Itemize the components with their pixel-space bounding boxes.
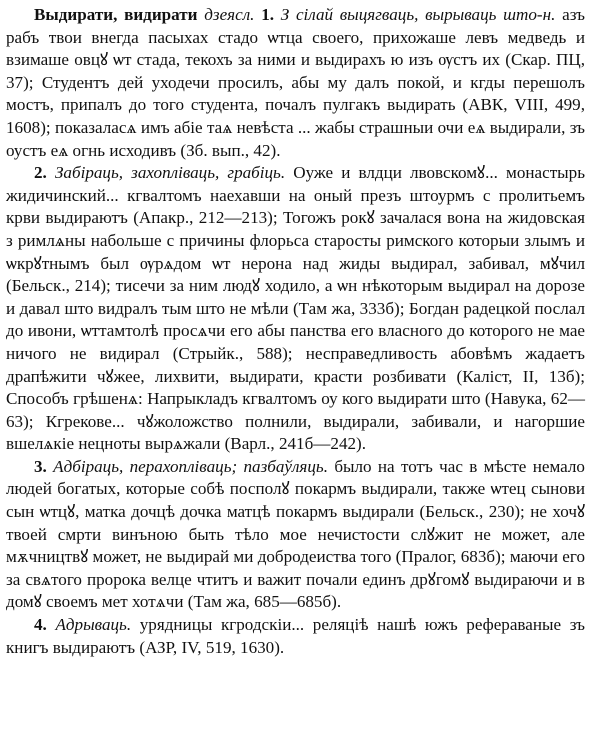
sense-text-4: урядницы кгродскіи... реляціѣ нашѣ южъ рефераваные зъ книгъ выдираютъ (АЗР, IV, 519, 1630). — [6, 615, 585, 657]
sense-gloss-3: Адбіраць, перахопліваць; пазбаўляць. — [53, 456, 328, 476]
sense-number-1: 1. — [261, 5, 275, 24]
sense-gloss-2: Забіраць, захопліваць, грабіць. — [54, 163, 286, 183]
sense-paragraph-4 — [6, 614, 585, 659]
sense-text-3: было на тотъ час в мѣсте немало людей богатых, которые собѣ посполꙋ покармъ выдирали, также ѡтец сынови сын ѡтцꙋ, матка дочцѣ дочка матцѣ покармъ выдирали (Бельск., 230); не хочꙋ твоей смрти винъною быть тѣло мое нечистости слꙋжит не может, але мѫчництвꙋ может, не выдирай ми добродеиства того (Пралог, 683б); маючи его за свѧтого пророка велце чтитъ и важит почали единъ дрꙋгомꙋ выдираючи и в домꙋ своемъ мет хотѧчи (Там жа, 685—685б). — [6, 456, 585, 612]
entry-grammar: дзеясл. — [204, 5, 255, 24]
sense-paragraph-1 — [6, 4, 585, 162]
sense-text-1: азъ рабъ твои внегда пасыхах стадо ѡтца своего, прихожаше левъ медведь и взимаше овцꙋ ѡт стада, текохъ за ними и выдирахъ ю изъ ѹстъ их (Скар. ПЦ, 37); Студентъ дей уходечи просилъ, абы му далъ покой, и кгды перешолъ мостъ, припалъ до того студента, почалъ пулгакъ выдирать (АВК, VIII, 499, 1608); показаласѧ имъ абіе таѧ невѣста ... жабы страшныи очи еѧ выдирали, зъ оустъ еѧ огнь исходивъ (Зб. вып., 42). — [6, 5, 585, 160]
sense-gloss-1: З сілай выцягваць, вырываць што-н. — [280, 5, 556, 24]
sense-number-3: 3. — [34, 456, 47, 476]
sense-text-2: Оуже и влдци лвовскомꙋ... монастырь жидичинский... кгвалтомъ наехавши на оный презъ штоурмъ с пролитьемъ крви выдираютъ (Апакр., 212—213); Тогожъ рокꙋ зачалася вона на жидовская з римлѧны набольше с причины флорьса старосты римского которыи злымъ и ѡкрꙋтнымъ был ѹрѧдом ѡт нерона над жиды выдирал, забивал, мꙋчил (Бельск., 214); тисечи за ним людꙋ ходило, а ѡн нѣкоторым выдирал на дорозе и давал што видралъ тым што не мѣли (Там жа, 333б); Богдан радецкой послал до ивони, ѡттамтолѣ просѧчи его абы панства его власного до которого не мае ничого не видирал (Стрыйк., 588); несправедливость абовѣмъ жадаетъ драпѣжити чꙋжее, лихвити, выдирати, красти розбивати (Каліст, II, 13б); Способъ грѣшенѧ: Напрыкладъ кгвалтомъ оу кого выдирати што (Навука, 62—63); Кгрекове... чꙋжоложство полнили, выдирали, забивали, и нагоршие вшелѧкіе нецноты вырѧжали (Варл., 241б—242). — [6, 163, 585, 454]
sense-number-4: 4. — [34, 615, 47, 635]
sense-paragraph-3 — [6, 456, 585, 614]
sense-number-2: 2. — [34, 163, 47, 183]
sense-paragraph-2 — [6, 162, 585, 456]
entry-headword: Выдирати, видирати — [34, 5, 198, 24]
sense-gloss-4: Адрываць. — [55, 615, 132, 635]
